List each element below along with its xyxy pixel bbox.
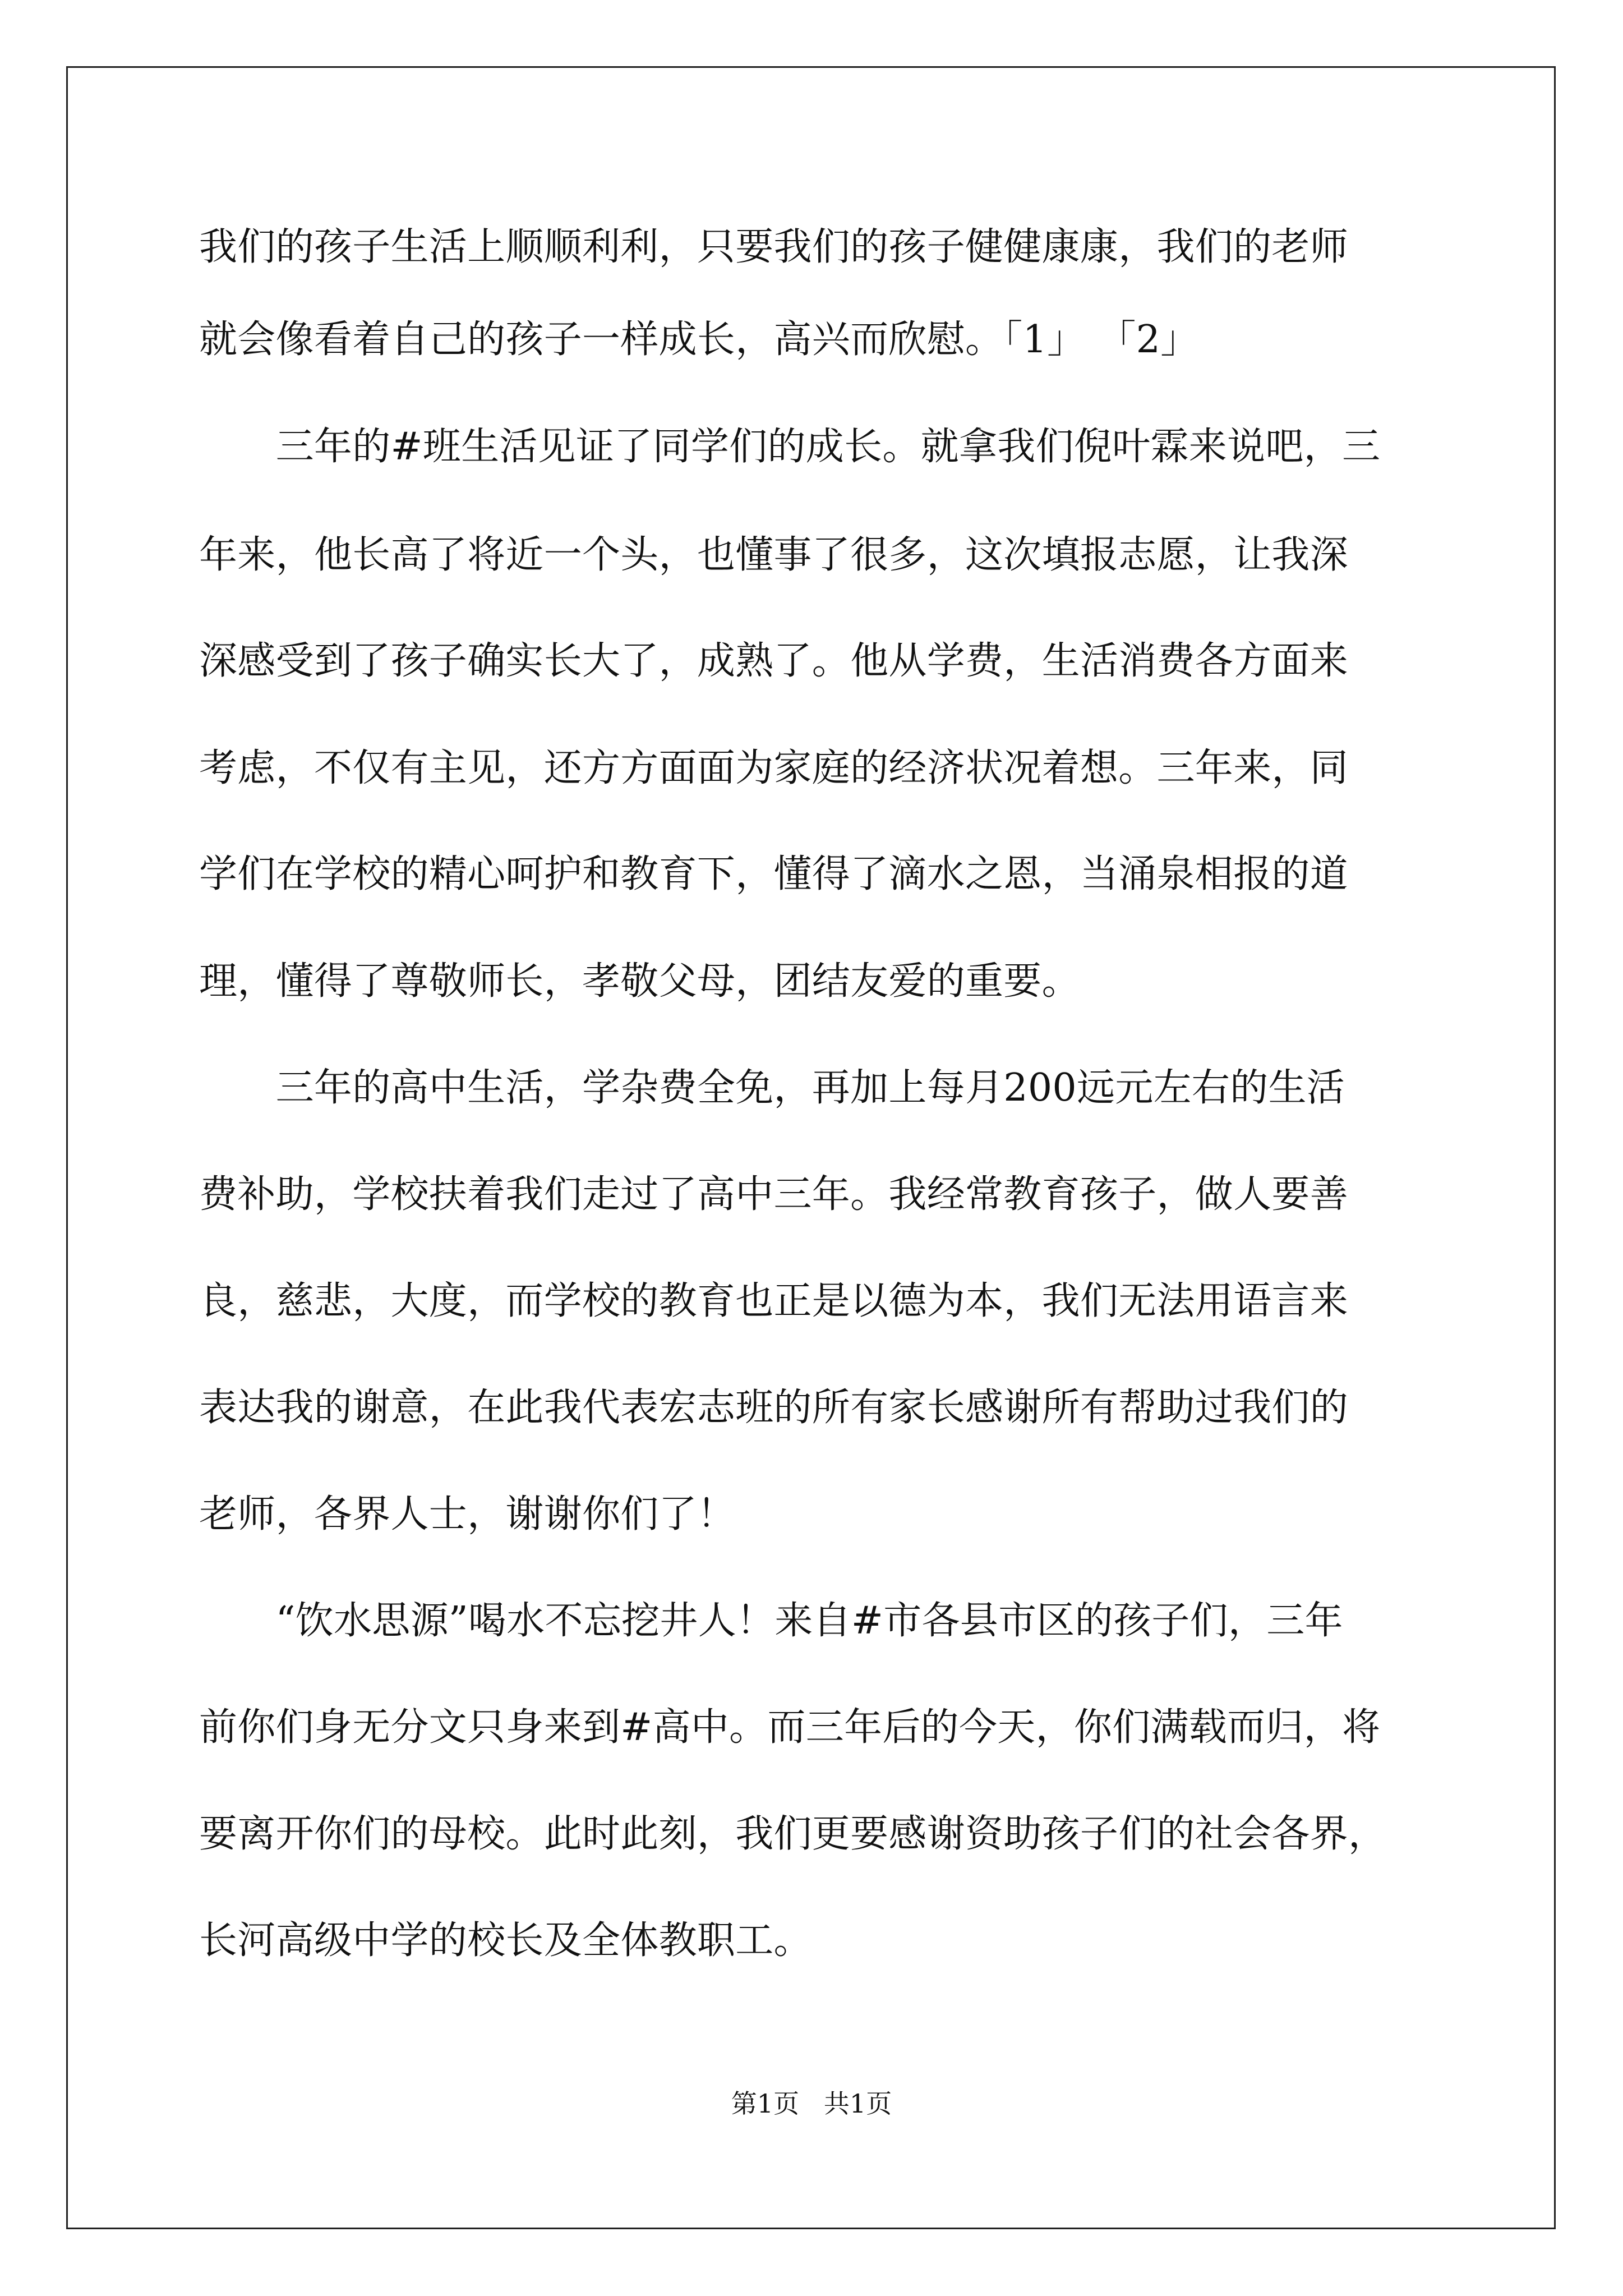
page-frame [66, 66, 1556, 2229]
text-line: 就会像看着自己的孩子一样成长，高兴而欣慰。「1」 「2」 [199, 318, 1199, 362]
text-line: 年来，他长高了将近一个头，也懂事了很多，这次填报志愿，让我深 [199, 533, 1349, 577]
text-line: 老师，各界人士，谢谢你们了！ [199, 1492, 736, 1536]
text-line: 我们的孩子生活上顺顺利利，只要我们的孩子健健康康，我们的老师 [199, 225, 1349, 269]
text-line: 表达我的谢意，在此我代表宏志班的所有家长感谢所有帮助过我们的 [199, 1386, 1349, 1430]
text-line: 长河高级中学的校长及全体教职工。 [199, 1918, 812, 1963]
text-line: 深感受到了孩子确实长大了，成熟了。他从学费，生活消费各方面来 [199, 639, 1349, 683]
text-line: 三年的#班生活见证了同学们的成长。就拿我们倪叶霖来说吧，三 [199, 425, 1381, 469]
page-number-footer: 第1页 共1页 [731, 2088, 892, 2119]
text-line: 学们在学校的精心呵护和教育下，懂得了滴水之恩，当涌泉相报的道 [199, 852, 1349, 896]
text-line: 良，慈悲，大度，而学校的教育也正是以德为本，我们无法用语言来 [199, 1279, 1349, 1323]
text-line: 理，懂得了尊敬师长，孝敬父母，团结友爱的重要。 [199, 959, 1080, 1004]
text-line: “饮水思源”喝水不忘挖井人！来自#市各县市区的孩子们，三年 [199, 1599, 1343, 1643]
text-line: 要离开你们的母校。此时此刻，我们更要感谢资助孩子们的社会各界， [199, 1812, 1387, 1856]
text-line: 前你们身无分文只身来到#高中。而三年后的今天，你们满载而归，将 [199, 1705, 1381, 1750]
text-line: 三年的高中生活，学杂费全免，再加上每月200远元左右的生活 [199, 1066, 1345, 1110]
text-line: 考虑，不仅有主见，还方方面面为家庭的经济状况着想。三年来，同 [199, 746, 1349, 790]
text-line: 费补助，学校扶着我们走过了高中三年。我经常教育孩子，做人要善 [199, 1172, 1349, 1217]
